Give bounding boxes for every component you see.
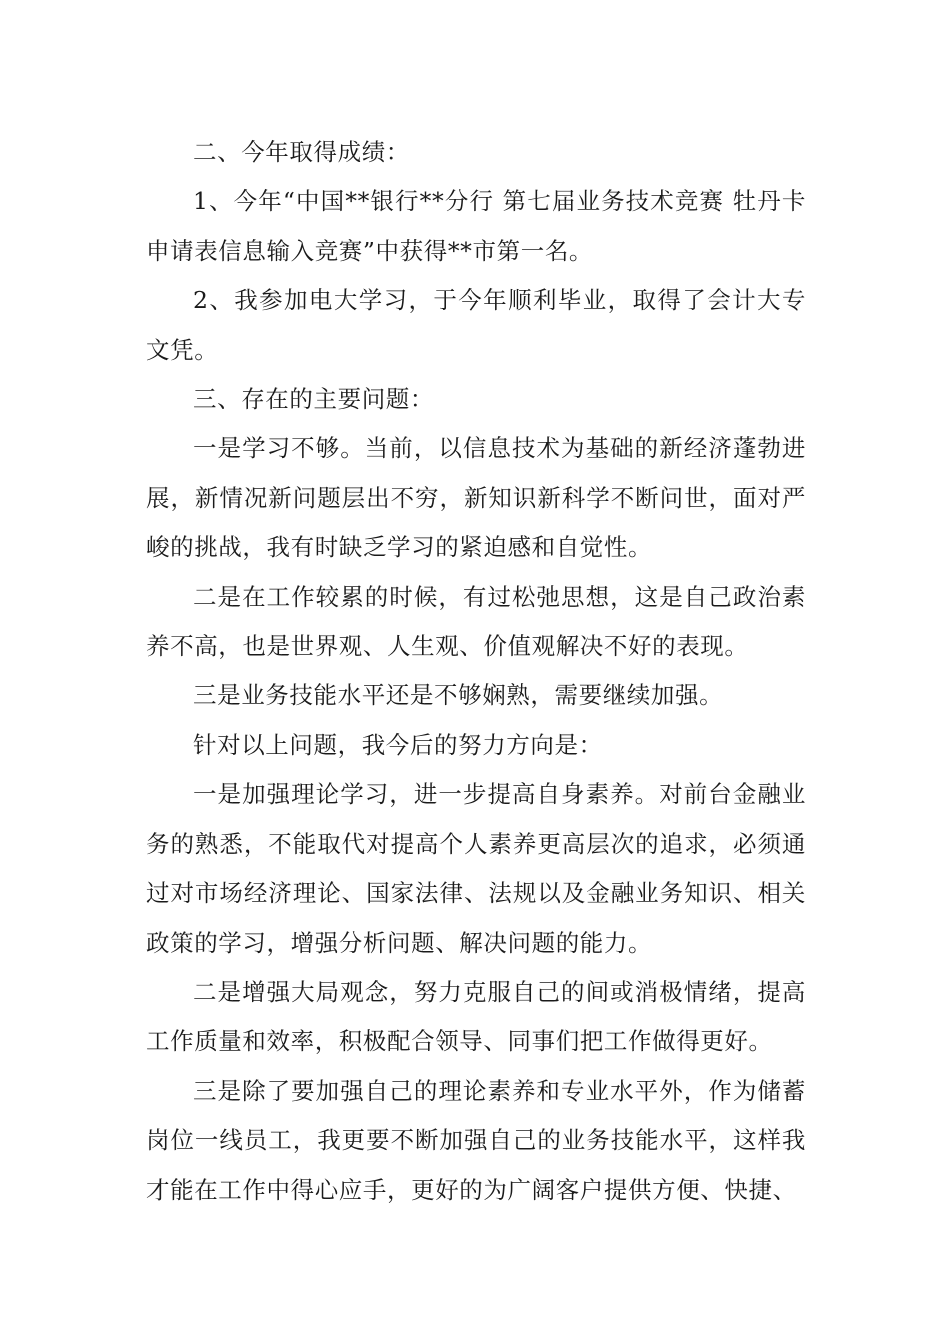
paragraph-problem-1: 一是学习不够。当前，以信息技术为基础的新经济蓬勃进展，新情况新问题层出不穷，新知识新科学不断问世，面对严峻的挑战，我有时缺乏学习的紧迫感和自觉性。 [146,434,806,562]
paragraph-problem-3: 三是业务技能水平还是不够娴熟，需要继续加强。 [193,681,724,710]
document-page [146,128,806,1215]
paragraph-achievement-2: 2、我参加电大学习，于今年顺利毕业，取得了会计大专文凭。 [146,286,806,364]
paragraph-problem-2: 二是在工作较累的时候，有过松弛思想，这是自己政治素养不高，也是世界观、人生观、价值观解决不好的表现。 [146,582,806,661]
section-heading-direction: 针对以上问题，我今后的努力方向是： [193,730,603,759]
paragraph-direction-3: 三是除了要加强自己的理论素养和专业水平外，作为储蓄岗位一线员工，我更要不断加强自己的业务技能水平，这样我才能在工作中得心应手，更好的为广阔客户提供方便、快捷、 [146,1076,806,1204]
section-heading-achievements: 二、今年取得成绩： [193,138,410,166]
paragraph-achievement-1: 1、今年“中国**银行**分行 第七届业务技术竞赛 牡丹卡申请表信息输入竞赛”中获得**市第一名。 [146,187,806,265]
section-heading-problems: 三、存在的主要问题： [193,385,434,414]
paragraph-direction-2: 二是增强大局观念，努力克服自己的间或消极情绪，提高工作质量和效率，积极配合领导、同事们把工作做得更好。 [146,977,806,1056]
paragraph-direction-1: 一是加强理论学习，进一步提高自身素养。对前台金融业务的熟悉，不能取代对提高个人素养更高层次的追求，必须通过对市场经济理论、国家法律、法规以及金融业务知识、相关政策的学习，增强分析问题、解决问题的能力。 [146,780,806,957]
